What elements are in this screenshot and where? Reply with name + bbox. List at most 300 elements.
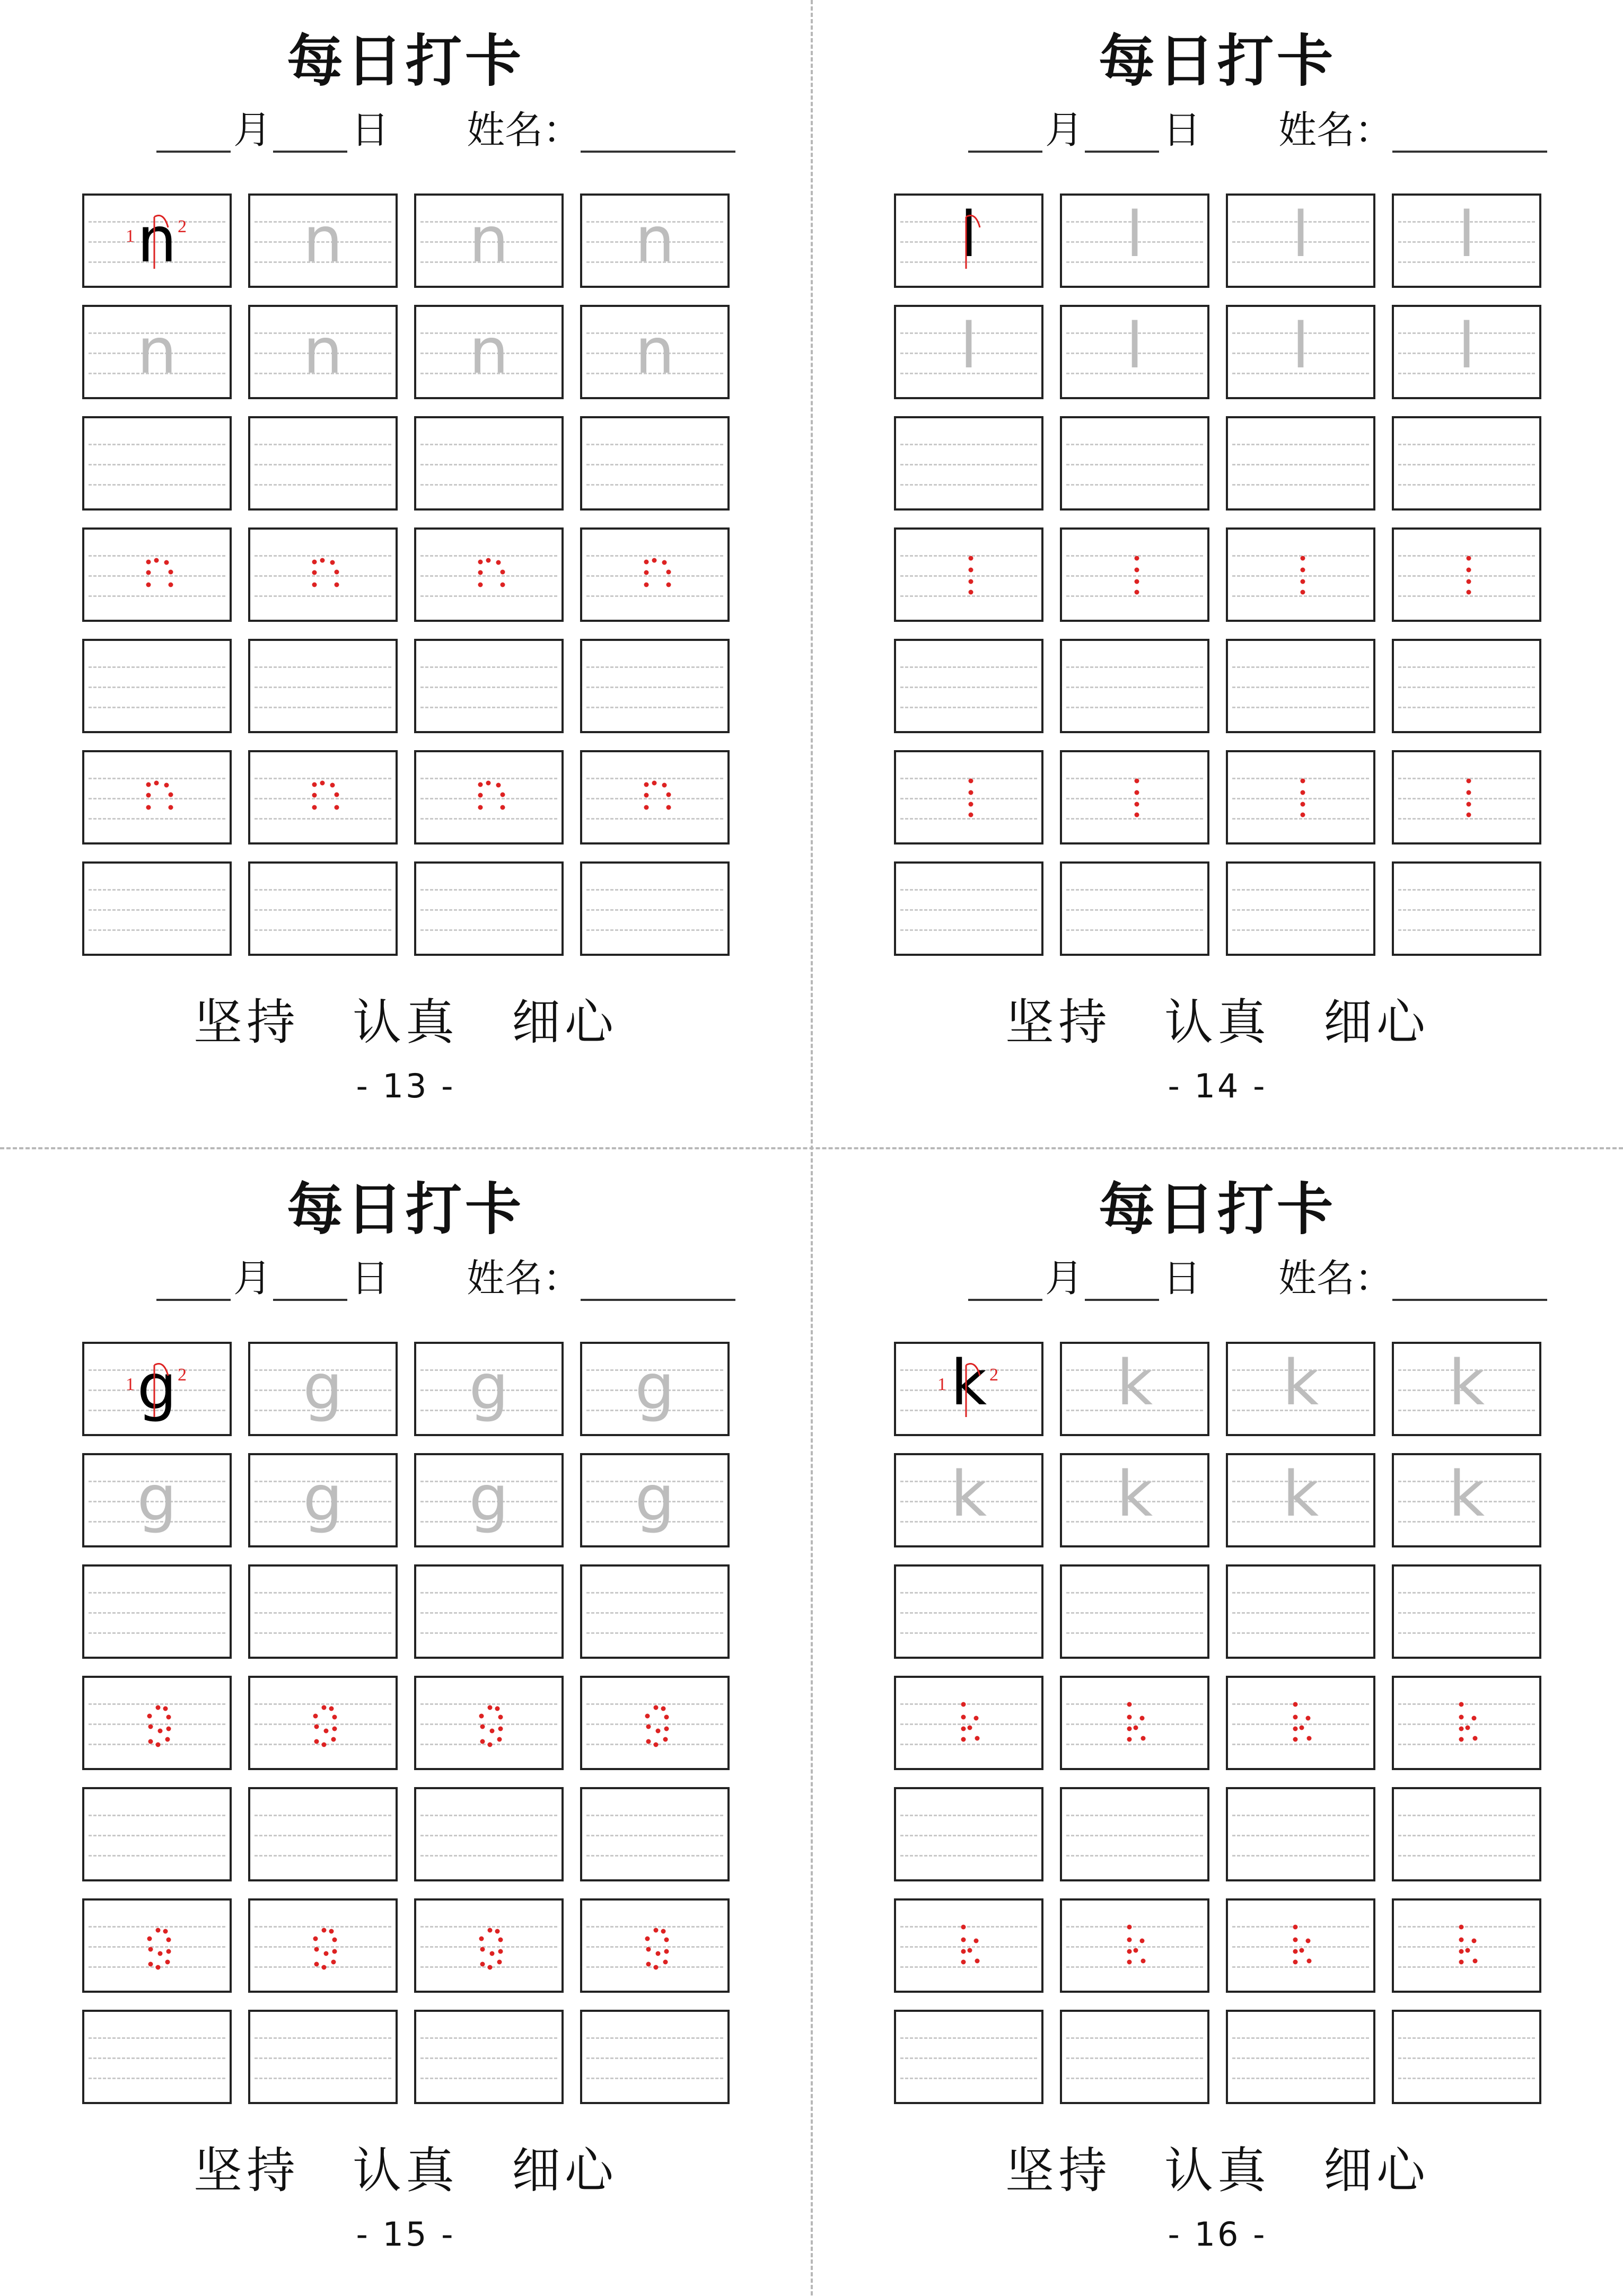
guide-line: [1398, 2037, 1535, 2039]
guide-line: [900, 484, 1037, 486]
guide-line: [1232, 1835, 1369, 1836]
guide-line: [1398, 444, 1535, 445]
guide-line: [255, 2037, 391, 2039]
month-label: 月: [233, 108, 272, 152]
writing-cell[interactable]: [82, 527, 232, 622]
guide-line: [1066, 666, 1203, 668]
guide-line: [420, 909, 557, 911]
writing-cell[interactable]: [1060, 1453, 1209, 1547]
writing-cell[interactable]: [580, 416, 730, 511]
motto-word: 认真: [352, 2142, 459, 2199]
dotted-letter-outline: [84, 1678, 232, 1770]
writing-cell[interactable]: [580, 2010, 730, 2104]
guide-line: [89, 2057, 225, 2059]
guide-line: [1398, 707, 1535, 708]
writing-cell[interactable]: [1226, 1787, 1375, 1881]
writing-cell[interactable]: [414, 1564, 564, 1659]
trace-letter: k: [1448, 1457, 1485, 1530]
guide-line: [89, 929, 225, 931]
guide-line: [89, 484, 225, 486]
writing-cell[interactable]: [894, 861, 1043, 956]
writing-cell[interactable]: [248, 193, 398, 288]
motto-word: 坚持: [1005, 994, 1111, 1051]
guide-line: [900, 909, 1037, 911]
writing-cell[interactable]: [1392, 1342, 1541, 1436]
day-blank[interactable]: [273, 1299, 347, 1301]
guide-line: [900, 2057, 1037, 2059]
writing-cell[interactable]: [1226, 416, 1375, 511]
writing-cell[interactable]: [248, 1676, 398, 1770]
guide-line: [420, 2057, 557, 2059]
day-blank[interactable]: [1085, 1299, 1159, 1301]
guide-line: [900, 2037, 1037, 2039]
guide-line: [420, 889, 557, 891]
writing-cell[interactable]: [1060, 639, 1209, 733]
guide-line: [255, 1835, 391, 1836]
writing-cell[interactable]: [248, 416, 398, 511]
guide-line: [255, 666, 391, 668]
trace-letter: g: [635, 1462, 675, 1535]
guide-line: [89, 1835, 225, 1836]
writing-cell[interactable]: [1392, 1453, 1541, 1547]
writing-cell[interactable]: [414, 1676, 564, 1770]
writing-cell[interactable]: [248, 527, 398, 622]
stroke-number: 2: [178, 217, 187, 236]
guide-line: [1232, 1592, 1369, 1594]
writing-cell[interactable]: [1060, 305, 1209, 399]
guide-line: [1232, 929, 1369, 931]
writing-cell[interactable]: [1226, 1564, 1375, 1659]
trace-letter: g: [303, 1462, 343, 1535]
name-label: 姓名：: [1278, 1256, 1393, 1300]
writing-cell[interactable]: [82, 750, 232, 844]
guide-line: [586, 1835, 723, 1836]
trace-letter: n: [635, 203, 675, 276]
page-number: - 14 -: [1168, 1067, 1267, 1105]
guide-line: [586, 909, 723, 911]
writing-cell[interactable]: [248, 1564, 398, 1659]
name-blank[interactable]: [581, 1299, 735, 1301]
guide-line: [1398, 484, 1535, 486]
motto-word: 细心: [1323, 2142, 1430, 2199]
motto-word: 认真: [1164, 994, 1270, 1051]
motto-word: 细心: [512, 2142, 618, 2199]
trace-letter: l: [1458, 198, 1476, 271]
writing-cell[interactable]: [1392, 1787, 1541, 1881]
writing-cell[interactable]: [82, 193, 232, 288]
dotted-letter-outline: [896, 1901, 1043, 1993]
guide-line: [420, 2037, 557, 2039]
dotted-letter-outline: [416, 752, 564, 844]
worksheet-page: [812, 0, 1623, 1148]
guide-line: [586, 1592, 723, 1594]
dotted-letter-outline: [250, 752, 398, 844]
guide-line: [586, 707, 723, 708]
stroke-order-arrow: [896, 1344, 1043, 1436]
writing-cell[interactable]: [1226, 1342, 1375, 1436]
writing-cell[interactable]: [894, 527, 1043, 622]
guide-line: [1066, 929, 1203, 931]
writing-cell[interactable]: [1060, 1787, 1209, 1881]
writing-cell[interactable]: [580, 1453, 730, 1547]
writing-cell[interactable]: [1226, 305, 1375, 399]
date-name-line: [0, 106, 811, 154]
month-label: 月: [233, 1256, 272, 1300]
writing-cell[interactable]: [1060, 1564, 1209, 1659]
writing-cell[interactable]: [1392, 305, 1541, 399]
writing-cell[interactable]: [1392, 750, 1541, 844]
guide-line: [89, 1592, 225, 1594]
writing-cell[interactable]: [1392, 1564, 1541, 1659]
writing-cell[interactable]: [580, 750, 730, 844]
writing-cell[interactable]: [82, 639, 232, 733]
dotted-letter-outline: [250, 530, 398, 622]
guide-line: [586, 1815, 723, 1816]
month-blank[interactable]: [156, 151, 231, 153]
guide-line: [420, 464, 557, 465]
dotted-letter-outline: [1394, 752, 1541, 844]
guide-line: [89, 666, 225, 668]
writing-cell[interactable]: [248, 1453, 398, 1547]
writing-cell[interactable]: [580, 193, 730, 288]
model-letter: g: [137, 1350, 177, 1423]
writing-cell[interactable]: [1226, 527, 1375, 622]
guide-line: [1232, 2078, 1369, 2079]
stroke-order-arrow: [84, 1344, 232, 1436]
guide-line: [1232, 2057, 1369, 2059]
day-label: 日: [351, 1256, 390, 1300]
writing-cell[interactable]: [1392, 861, 1541, 956]
guide-line: [900, 444, 1037, 445]
writing-cell[interactable]: [82, 861, 232, 956]
guide-line: [586, 929, 723, 931]
guide-line: [1398, 1632, 1535, 1634]
day-label: 日: [351, 108, 390, 152]
writing-cell[interactable]: [1060, 861, 1209, 956]
guide-line: [1066, 1592, 1203, 1594]
writing-cell[interactable]: [894, 305, 1043, 399]
day-blank[interactable]: [1085, 151, 1159, 153]
writing-grid: [82, 193, 729, 957]
guide-line: [1232, 666, 1369, 668]
writing-cell[interactable]: [894, 750, 1043, 844]
guide-line: [1066, 2078, 1203, 2079]
writing-cell[interactable]: [580, 527, 730, 622]
motto-word: 认真: [1164, 2142, 1270, 2199]
writing-cell[interactable]: [894, 1676, 1043, 1770]
guide-line: [1066, 444, 1203, 445]
guide-line: [1232, 464, 1369, 465]
dotted-letter-outline: [896, 1678, 1043, 1770]
guide-line: [900, 707, 1037, 708]
writing-cell[interactable]: [1226, 861, 1375, 956]
guide-line: [255, 889, 391, 891]
writing-cell[interactable]: [1060, 193, 1209, 288]
dotted-letter-outline: [582, 530, 730, 622]
writing-cell[interactable]: [894, 1564, 1043, 1659]
worksheet-page: [0, 0, 811, 1148]
writing-cell[interactable]: [414, 639, 564, 733]
guide-line: [420, 444, 557, 445]
trace-letter: k: [1282, 1346, 1319, 1419]
writing-cell[interactable]: [414, 1453, 564, 1547]
dotted-letter-outline: [416, 530, 564, 622]
writing-cell[interactable]: [894, 1342, 1043, 1436]
month-blank[interactable]: [968, 1299, 1042, 1301]
writing-cell[interactable]: [1392, 193, 1541, 288]
dotted-letter-outline: [250, 1901, 398, 1993]
guide-line: [420, 1855, 557, 1857]
guide-line: [586, 1855, 723, 1857]
writing-cell[interactable]: [414, 193, 564, 288]
writing-cell[interactable]: [894, 2010, 1043, 2104]
guide-line: [1066, 889, 1203, 891]
writing-cell[interactable]: [248, 1898, 398, 1993]
guide-line: [420, 666, 557, 668]
guide-line: [900, 1612, 1037, 1614]
guide-line: [1066, 707, 1203, 708]
writing-cell[interactable]: [82, 1342, 232, 1436]
guide-line: [420, 929, 557, 931]
guide-line: [89, 1632, 225, 1634]
writing-cell[interactable]: [580, 1787, 730, 1881]
worksheet-page: [0, 1148, 811, 2296]
writing-cell[interactable]: [894, 416, 1043, 511]
writing-cell[interactable]: [580, 1564, 730, 1659]
guide-line: [1066, 1815, 1203, 1816]
writing-cell[interactable]: [248, 2010, 398, 2104]
guide-line: [1398, 909, 1535, 911]
guide-line: [255, 909, 391, 911]
trace-letter: l: [1126, 198, 1144, 271]
page-title: 每日打卡: [287, 1177, 524, 1242]
writing-cell[interactable]: [1226, 1453, 1375, 1547]
guide-line: [1398, 889, 1535, 891]
writing-cell[interactable]: [248, 1342, 398, 1436]
month-blank[interactable]: [156, 1299, 231, 1301]
guide-line: [255, 1632, 391, 1634]
motto-word: 细心: [1323, 994, 1430, 1051]
dotted-letter-outline: [582, 1678, 730, 1770]
stroke-number: 2: [178, 1365, 187, 1385]
guide-line: [586, 484, 723, 486]
writing-grid: [894, 193, 1541, 957]
writing-cell[interactable]: [894, 1453, 1043, 1547]
guide-line: [1066, 2057, 1203, 2059]
writing-cell[interactable]: [580, 1342, 730, 1436]
writing-cell[interactable]: [1226, 193, 1375, 288]
guide-line: [586, 1632, 723, 1634]
writing-cell[interactable]: [414, 527, 564, 622]
page-title: 每日打卡: [287, 29, 524, 94]
guide-line: [900, 687, 1037, 688]
guide-line: [900, 1632, 1037, 1634]
writing-cell[interactable]: [1226, 750, 1375, 844]
guide-line: [1398, 464, 1535, 465]
writing-cell[interactable]: [414, 416, 564, 511]
guide-line: [1232, 484, 1369, 486]
motto-word: 细心: [512, 994, 618, 1051]
writing-cell[interactable]: [580, 1898, 730, 1993]
dotted-letter-outline: [582, 752, 730, 844]
guide-line: [586, 889, 723, 891]
writing-grid: [82, 1342, 729, 2105]
guide-line: [255, 1855, 391, 1857]
guide-line: [900, 1815, 1037, 1816]
stroke-order-arrow: [896, 196, 1043, 288]
guide-line: [1066, 687, 1203, 688]
guide-line: [89, 687, 225, 688]
writing-cell[interactable]: [1226, 1676, 1375, 1770]
guide-line: [1232, 1632, 1369, 1634]
page-title: 每日打卡: [1099, 29, 1336, 94]
writing-cell[interactable]: [894, 639, 1043, 733]
guide-line: [420, 1632, 557, 1634]
guide-line: [255, 484, 391, 486]
guide-line: [900, 2078, 1037, 2079]
writing-cell[interactable]: [1060, 527, 1209, 622]
writing-cell[interactable]: [414, 861, 564, 956]
stroke-number: 1: [126, 226, 135, 246]
writing-cell[interactable]: [414, 305, 564, 399]
writing-cell[interactable]: [82, 1898, 232, 1993]
month-label: 月: [1045, 1256, 1084, 1300]
guide-line: [89, 909, 225, 911]
writing-cell[interactable]: [1060, 1898, 1209, 1993]
writing-cell[interactable]: [248, 639, 398, 733]
writing-cell[interactable]: [1060, 1342, 1209, 1436]
trace-letter: n: [469, 203, 509, 276]
trace-letter: l: [1292, 309, 1310, 382]
writing-cell[interactable]: [1060, 416, 1209, 511]
date-name-line: [812, 106, 1623, 154]
dotted-letter-outline: [1062, 1901, 1209, 1993]
motto-word: 坚持: [193, 994, 300, 1051]
dotted-letter-outline: [84, 1901, 232, 1993]
dotted-letter-outline: [250, 1678, 398, 1770]
writing-cell[interactable]: [82, 2010, 232, 2104]
writing-cell[interactable]: [1226, 639, 1375, 733]
writing-cell[interactable]: [1392, 2010, 1541, 2104]
trace-letter: l: [960, 309, 978, 382]
writing-cell[interactable]: [82, 1453, 232, 1547]
guide-line: [1398, 687, 1535, 688]
guide-line: [89, 707, 225, 708]
dotted-letter-outline: [1394, 530, 1541, 622]
dotted-letter-outline: [416, 1901, 564, 1993]
page-number: - 15 -: [356, 2215, 455, 2254]
writing-cell[interactable]: [414, 750, 564, 844]
motto: [812, 2132, 1623, 2202]
writing-cell[interactable]: [580, 1676, 730, 1770]
writing-cell[interactable]: [1226, 2010, 1375, 2104]
writing-cell[interactable]: [82, 1676, 232, 1770]
guide-line: [1232, 707, 1369, 708]
guide-line: [420, 484, 557, 486]
writing-cell[interactable]: [580, 305, 730, 399]
guide-line: [1232, 909, 1369, 911]
guide-line: [586, 666, 723, 668]
writing-cell[interactable]: [1060, 2010, 1209, 2104]
guide-line: [89, 1612, 225, 1614]
trace-letter: n: [635, 314, 675, 388]
guide-line: [1398, 2057, 1535, 2059]
guide-line: [586, 444, 723, 445]
guide-line: [1398, 666, 1535, 668]
trace-letter: n: [303, 314, 343, 388]
guide-line: [586, 2078, 723, 2079]
day-blank[interactable]: [273, 151, 347, 153]
guide-line: [89, 444, 225, 445]
name-blank[interactable]: [581, 151, 735, 153]
writing-cell[interactable]: [894, 1787, 1043, 1881]
writing-cell[interactable]: [1060, 1676, 1209, 1770]
guide-line: [1398, 929, 1535, 931]
writing-cell[interactable]: [1226, 1898, 1375, 1993]
writing-cell[interactable]: [1392, 416, 1541, 511]
guide-line: [89, 1815, 225, 1816]
writing-cell[interactable]: [1392, 1676, 1541, 1770]
trace-letter: g: [469, 1462, 509, 1535]
dotted-letter-outline: [1228, 1901, 1375, 1993]
writing-cell[interactable]: [248, 305, 398, 399]
writing-cell[interactable]: [580, 639, 730, 733]
writing-cell[interactable]: [248, 1787, 398, 1881]
writing-cell[interactable]: [82, 1787, 232, 1881]
writing-cell[interactable]: [82, 416, 232, 511]
guide-line: [900, 929, 1037, 931]
guide-line: [1232, 889, 1369, 891]
writing-cell[interactable]: [1392, 639, 1541, 733]
writing-cell[interactable]: [894, 1898, 1043, 1993]
stroke-order-arrow: [84, 196, 232, 288]
trace-letter: l: [1458, 309, 1476, 382]
name-blank[interactable]: [1392, 1299, 1547, 1301]
writing-cell[interactable]: [248, 750, 398, 844]
motto-word: 认真: [352, 994, 459, 1051]
writing-cell[interactable]: [414, 2010, 564, 2104]
guide-line: [255, 444, 391, 445]
writing-cell[interactable]: [82, 1564, 232, 1659]
month-blank[interactable]: [968, 151, 1042, 153]
motto: [0, 983, 811, 1053]
name-blank[interactable]: [1392, 151, 1547, 153]
guide-line: [420, 1592, 557, 1594]
writing-cell[interactable]: [1060, 750, 1209, 844]
guide-line: [586, 1612, 723, 1614]
guide-line: [89, 1855, 225, 1857]
date-name-line: [0, 1254, 811, 1302]
writing-cell[interactable]: [580, 861, 730, 956]
writing-cell[interactable]: [82, 305, 232, 399]
motto: [812, 983, 1623, 1053]
dotted-letter-outline: [416, 1678, 564, 1770]
guide-line: [900, 464, 1037, 465]
writing-cell[interactable]: [414, 1342, 564, 1436]
writing-cell[interactable]: [414, 1898, 564, 1993]
writing-cell[interactable]: [1392, 1898, 1541, 1993]
guide-line: [1398, 1815, 1535, 1816]
dotted-letter-outline: [1062, 1678, 1209, 1770]
guide-line: [255, 2057, 391, 2059]
writing-cell[interactable]: [894, 193, 1043, 288]
model-letter: l: [960, 198, 978, 271]
trace-letter: g: [303, 1350, 343, 1423]
writing-cell[interactable]: [248, 861, 398, 956]
dotted-letter-outline: [84, 752, 232, 844]
writing-cell[interactable]: [414, 1787, 564, 1881]
writing-cell[interactable]: [1392, 527, 1541, 622]
